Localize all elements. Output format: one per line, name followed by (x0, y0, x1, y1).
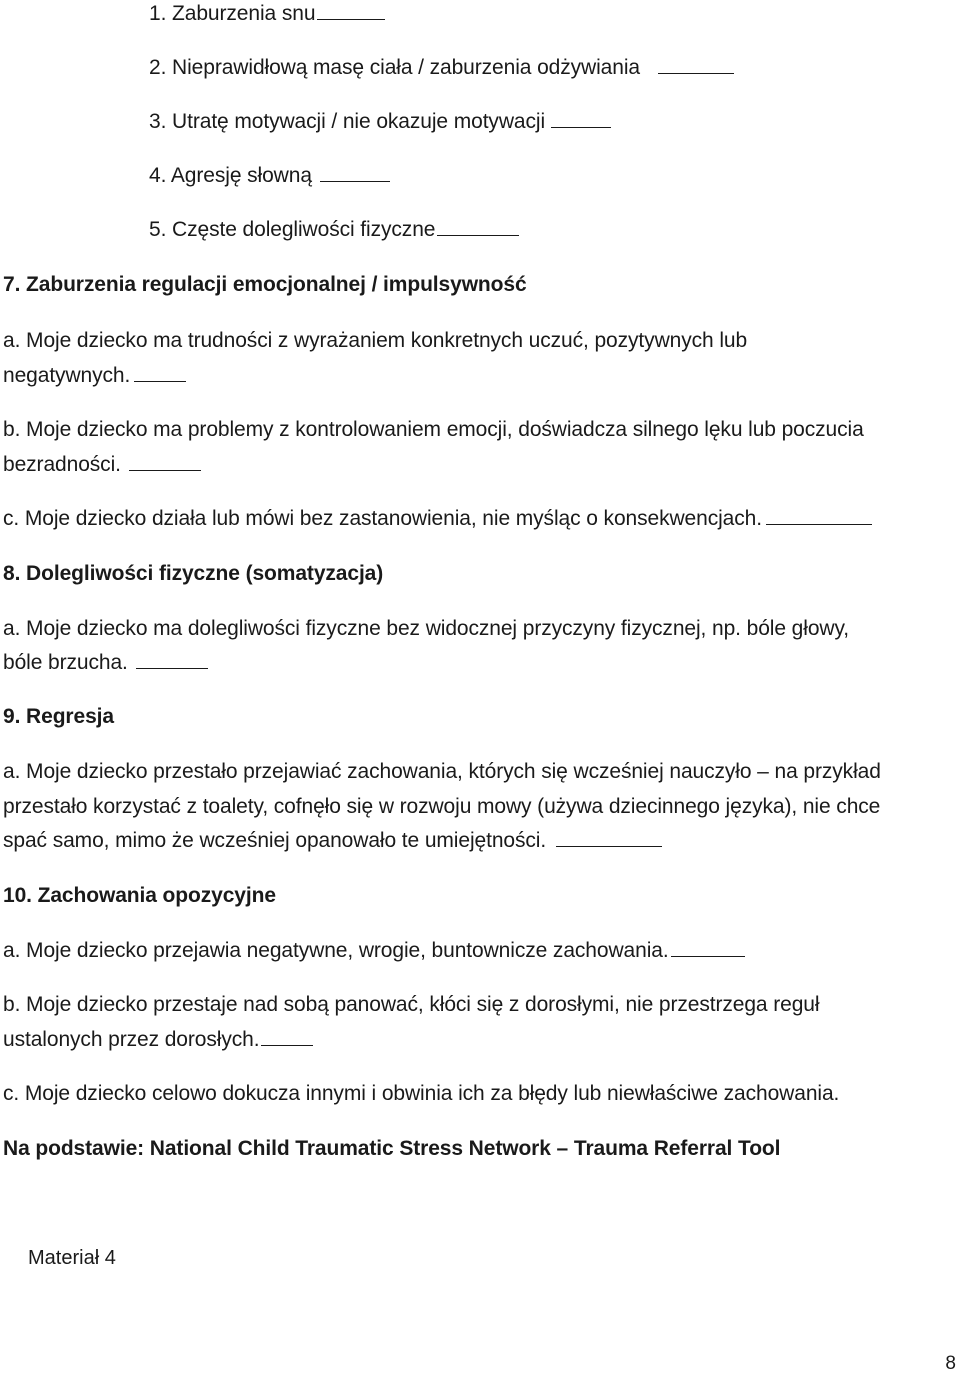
question-text: c. Moje dziecko celowo dokucza innymi i obwinia ich za błędy lub niewłaściwe zachowania. (3, 1082, 840, 1105)
material-label: Materiał 4 (28, 1247, 116, 1269)
question-text: a. Moje dziecko przejawia negatywne, wrogie, buntownicze zachowania. (3, 933, 745, 968)
list-item: 2. Nieprawidłową masę ciała / zaburzenia odżywiania (149, 50, 734, 85)
question-text: spać samo, mimo że wcześniej opanowało te umiejętności. (3, 823, 662, 858)
question-text: a. Moje dziecko ma dolegliwości fizyczne bez widocznej przyczyny fizycznej, np. bóle głowy, (3, 617, 850, 640)
section-heading: 8. Dolegliwości fizyczne (somatyzacja) (3, 562, 384, 585)
answer-blank[interactable] (766, 502, 872, 525)
question-text: a. Moje dziecko przestało przejawiać zachowania, których się wcześniej nauczyło – na przykład (3, 760, 881, 783)
answer-blank[interactable] (129, 448, 201, 471)
source-note: Na podstawie: National Child Traumatic Stress Network – Trauma Referral Tool (3, 1137, 781, 1160)
answer-blank[interactable] (320, 159, 390, 182)
question-text: bezradności. (3, 447, 201, 482)
question-text: bóle brzucha. (3, 645, 208, 680)
section-heading: 7. Zaburzenia regulacji emocjonalnej / impulsywność (3, 273, 527, 296)
page-number: 8 (945, 1353, 956, 1374)
question-text: b. Moje dziecko przestaje nad sobą panować, kłóci się z dorosłymi, nie przestrzega reguł (3, 993, 820, 1016)
question-text: przestało korzystać z toalety, cofnęło się w rozwoju mowy (używa dziecinnego języka), nie chce (3, 795, 881, 818)
question-text: negatywnych. (3, 358, 186, 393)
answer-blank[interactable] (658, 51, 734, 74)
answer-blank[interactable] (556, 824, 662, 847)
list-item: 4. Agresję słowną (149, 158, 390, 193)
section-heading: 9. Regresja (3, 705, 114, 728)
question-text: a. Moje dziecko ma trudności z wyrażaniem konkretnych uczuć, pozytywnych lub (3, 329, 748, 352)
section-heading: 10. Zachowania opozycyjne (3, 884, 276, 907)
answer-blank[interactable] (437, 213, 519, 236)
question-text: b. Moje dziecko ma problemy z kontrolowaniem emocji, doświadcza silnego lęku lub poczucia (3, 418, 864, 441)
answer-blank[interactable] (551, 105, 611, 128)
answer-blank[interactable] (671, 934, 745, 957)
list-item: 1. Zaburzenia snu (149, 0, 385, 31)
question-text: ustalonych przez dorosłych. (3, 1022, 313, 1057)
answer-blank[interactable] (261, 1023, 313, 1046)
list-item: 3. Utratę motywacji / nie okazuje motywacji (149, 104, 611, 139)
answer-blank[interactable] (136, 646, 208, 669)
answer-blank[interactable] (134, 359, 186, 382)
answer-blank[interactable] (317, 0, 385, 20)
question-text: c. Moje dziecko działa lub mówi bez zastanowienia, nie myśląc o konsekwencjach. (3, 501, 872, 536)
list-item: 5. Częste dolegliwości fizyczne (149, 212, 519, 247)
